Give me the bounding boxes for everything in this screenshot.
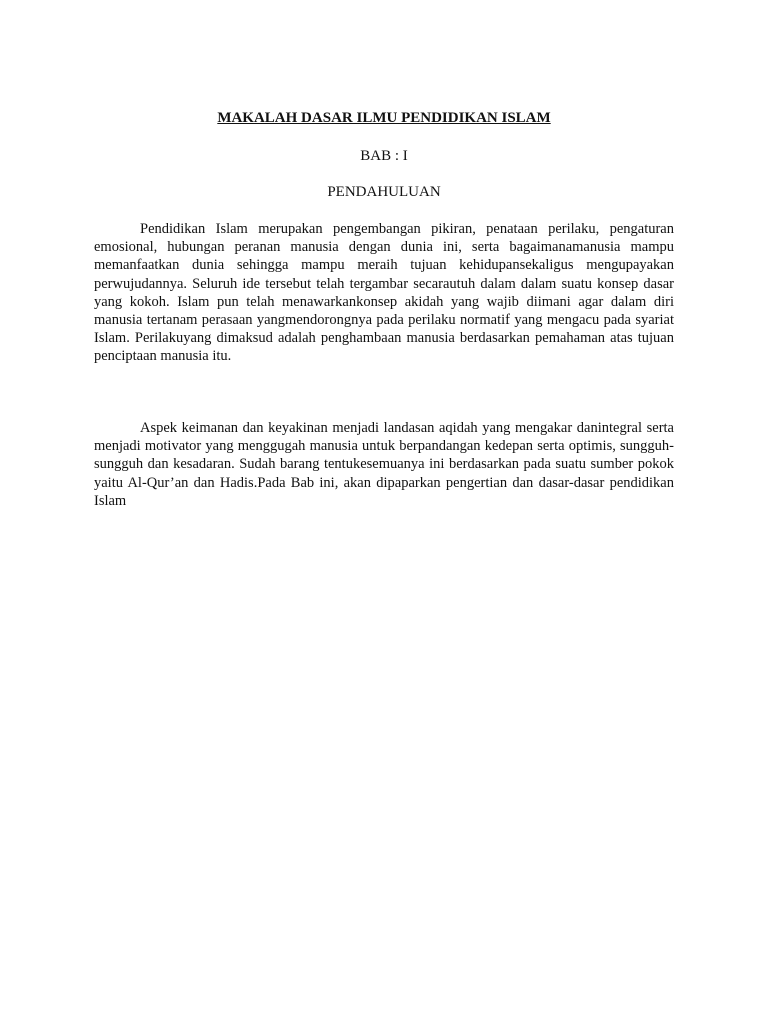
paragraph-aspek-keimanan: Aspek keimanan dan keyakinan menjadi landasan aqidah yang mengakar danintegral serta menjadi motivator yang menggugah manusia untuk berpandangan kedepan serta optimis, sungguh-sungguh dan kesadaran. Sudah barang tentukesemuanya ini berdasarkan pada suatu sumber pokok yaitu Al-Qur’an dan Hadis.Pada Bab ini, akan dipaparkan pengertian dan dasar-dasar pendidikan Islam [94,420,674,509]
chapter-label: BAB : I [360,148,408,164]
document-title: MAKALAH DASAR ILMU PENDIDIKAN ISLAM [217,110,551,126]
section-heading: PENDAHULUAN [327,184,441,200]
paragraph-introduction: Pendidikan Islam merupakan pengembangan pikiran, penataan perilaku, pengaturan emosional, hubungan peranan manusia dengan dunia ini, serta bagaimanamanusia mampu memanfaatkan dunia sehingga mampu meraih tujuan kehidupansekaligus mengupayakan perwujudannya. Seluruh ide tersebut telah tergambar secarautuh dalam dalam suatu konsep dasar yang kokoh. Islam pun telah menawarkankonsep akidah yang wajib diimani agar dalam diri manusia tertanam perasaan yangmendorongnya pada perilaku normatif yang mengacu pada syariat Islam. Perilakuyang dimaksud adalah penghambaan manusia berdasarkan pemahaman atas tujuan penciptaan manusia itu. [94,221,674,365]
